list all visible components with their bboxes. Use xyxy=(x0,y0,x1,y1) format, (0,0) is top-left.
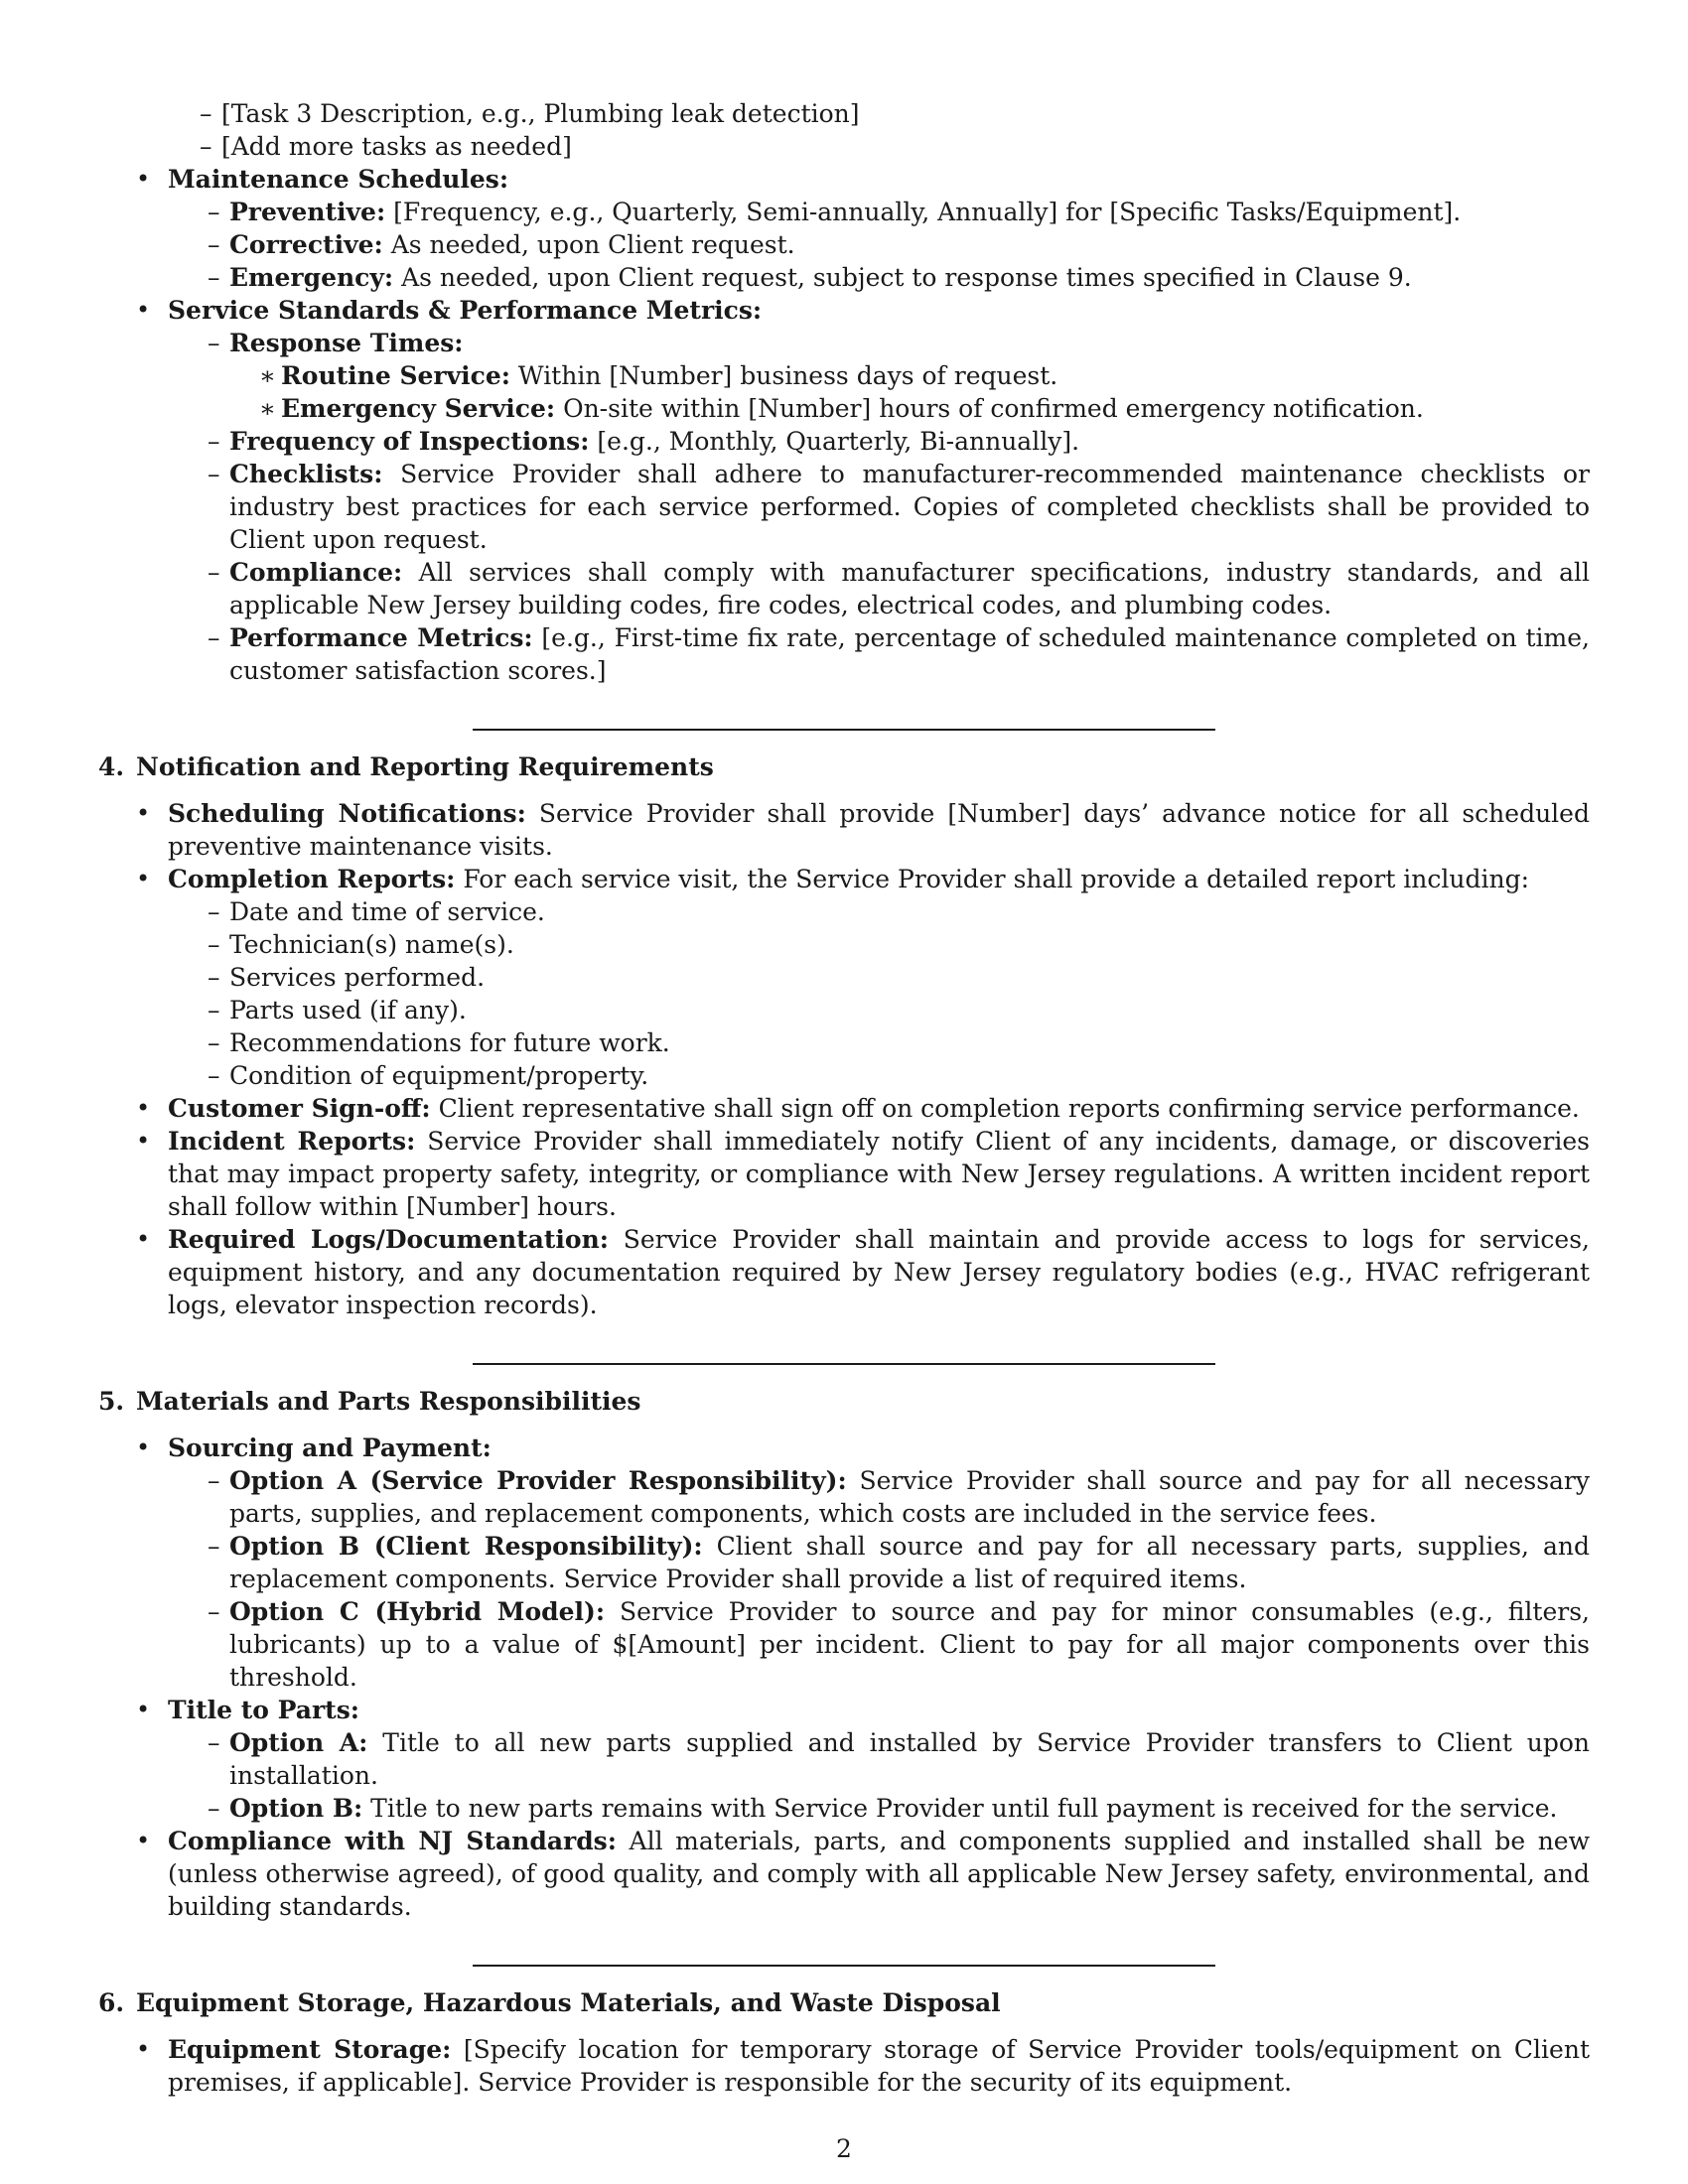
section-6-list xyxy=(98,2033,1590,2099)
item-label: Scheduling Notifications: xyxy=(168,799,526,828)
section-divider xyxy=(473,1965,1215,1967)
title-to-parts-heading: Title to Parts: xyxy=(168,1696,360,1724)
maintenance-list xyxy=(168,196,1590,294)
response-times-list xyxy=(229,359,1590,425)
title-options-list xyxy=(168,1726,1590,1825)
item-label: Checklists: xyxy=(229,460,383,488)
item-text: Client representative shall sign off on completion reports confirming service performance. xyxy=(430,1094,1580,1123)
item-label: Incident Reports: xyxy=(168,1127,416,1156)
item-label: Option B (Client Responsibility): xyxy=(229,1532,703,1561)
item-label: Equipment Storage: xyxy=(168,2035,452,2064)
page-number: 2 xyxy=(836,2134,852,2163)
sourcing-options-list xyxy=(168,1464,1590,1694)
top-bullet-list xyxy=(98,163,1590,687)
section-4-title xyxy=(98,751,1590,783)
standards-list xyxy=(168,327,1590,687)
item-text: Service Provider shall adhere to manufacturer-recommended maintenance checklists or industry best practices for each service performed. Copies of completed checklists shall be provided to Client upon request. xyxy=(229,460,1590,554)
item-label: Emergency: xyxy=(229,263,394,292)
report-field-item: – Technician(s) name(s). xyxy=(168,928,1590,961)
task-item: – [Add more tasks as needed] xyxy=(160,130,1590,163)
service-standards-heading: Service Standards & Performance Metrics: xyxy=(168,296,763,325)
item-text: Service Provider shall maintain and provide access to logs for services, equipment history, and any documentation required by New Jersey regulatory bodies (e.g., HVAC refrigerant logs, elevator inspection records). xyxy=(168,1225,1590,1319)
option-item xyxy=(168,1530,1590,1595)
option-item xyxy=(168,1464,1590,1530)
section-divider xyxy=(473,1363,1215,1365)
item-text: Client shall source and pay for all necessary parts, supplies, and replacement components. Service Provider shall provide a list of required items. xyxy=(229,1532,1590,1593)
response-times-item xyxy=(168,327,1590,425)
service-standards-item xyxy=(98,294,1590,687)
item-label: Performance Metrics: xyxy=(229,623,533,652)
item-label: Required Logs/Documentation: xyxy=(168,1225,609,1254)
nj-compliance-item xyxy=(98,1825,1590,1923)
response-item xyxy=(229,359,1590,392)
item-label: Frequency of Inspections: xyxy=(229,427,590,456)
response-item xyxy=(229,392,1590,425)
report-field-item: – Recommendations for future work. xyxy=(168,1026,1590,1059)
option-item xyxy=(168,1792,1590,1825)
item-text: Within [Number] business days of request. xyxy=(509,361,1058,390)
item-text: [e.g., Monthly, Quarterly, Bi-annually]. xyxy=(589,427,1080,456)
sourcing-payment-item xyxy=(98,1432,1590,1694)
standards-item xyxy=(168,556,1590,621)
task-item: – [Task 3 Description, e.g., Plumbing leak detection] xyxy=(160,97,1590,130)
section-5-title xyxy=(98,1385,1590,1418)
item-text: As needed, upon Client request, subject to response times specified in Clause 9. xyxy=(393,263,1412,292)
item-label: Option A: xyxy=(229,1728,368,1757)
equipment-storage-item xyxy=(98,2033,1590,2099)
section-5-list xyxy=(98,1432,1590,1923)
item-text: Title to all new parts supplied and installed by Service Provider transfers to Client upon installation. xyxy=(229,1728,1590,1790)
standards-item xyxy=(168,458,1590,556)
item-label: Option B: xyxy=(229,1794,363,1823)
section-heading: Materials and Parts Responsibilities xyxy=(136,1387,641,1416)
completion-report-list xyxy=(168,895,1590,1092)
section-divider xyxy=(473,729,1215,731)
item-text: All materials, parts, and components supplied and installed shall be new (unless otherwise agreed), of good quality, and comply with all applicable New Jersey safety, environmental, and building standards. xyxy=(168,1827,1590,1921)
incident-reports-item xyxy=(98,1125,1590,1223)
item-label: Compliance: xyxy=(229,558,403,587)
report-field-item: – Services performed. xyxy=(168,961,1590,994)
title-to-parts-item xyxy=(98,1694,1590,1825)
item-label: Customer Sign-off: xyxy=(168,1094,431,1123)
maintenance-item xyxy=(168,196,1590,228)
maintenance-item xyxy=(168,228,1590,261)
scheduling-notifications-item xyxy=(98,797,1590,863)
report-field-item: – Condition of equipment/property. xyxy=(168,1059,1590,1092)
item-label: Corrective: xyxy=(229,230,383,259)
item-label: Emergency Service: xyxy=(281,394,556,423)
item-text: For each service visit, the Service Provider shall provide a detailed report including: xyxy=(455,865,1530,893)
item-text: Service Provider shall source and pay for all necessary parts, supplies, and replacement components, which costs are included in the service fees. xyxy=(229,1466,1591,1528)
section-heading: Equipment Storage, Hazardous Materials, and Waste Disposal xyxy=(136,1988,1001,2017)
standards-item xyxy=(168,425,1590,458)
item-label: Preventive: xyxy=(229,198,386,226)
item-text: Title to new parts remains with Service Provider until full payment is received for the service. xyxy=(362,1794,1558,1823)
section-number: 4. xyxy=(98,752,125,781)
item-text: [e.g., First-time fix rate, percentage of scheduled maintenance completed on time, customer satisfaction scores.] xyxy=(229,623,1590,685)
item-label: Completion Reports: xyxy=(168,865,456,893)
task-list xyxy=(160,97,1590,163)
item-text: Service Provider shall immediately notify Client of any incidents, damage, or discoveries that may impact property safety, integrity, or compliance with New Jersey regulations. A written incident report shall follow within [Number] hours. xyxy=(168,1127,1590,1221)
required-logs-item xyxy=(98,1223,1590,1321)
report-field-item: – Parts used (if any). xyxy=(168,994,1590,1026)
item-text: [Frequency, e.g., Quarterly, Semi-annually, Annually] for [Specific Tasks/Equipment]. xyxy=(385,198,1462,226)
option-item xyxy=(168,1595,1590,1694)
maintenance-item xyxy=(168,261,1590,294)
item-text: [Specify location for temporary storage of Service Provider tools/equipment on Client premises, if applicable]. Service Provider is responsible for the security of its equipment. xyxy=(168,2035,1590,2097)
item-text: As needed, upon Client request. xyxy=(382,230,795,259)
completion-reports-item xyxy=(98,863,1590,1092)
section-number: 6. xyxy=(98,1988,125,2017)
option-item xyxy=(168,1726,1590,1792)
response-times-heading: Response Times: xyxy=(229,329,464,357)
section-number: 5. xyxy=(98,1387,125,1416)
section-heading: Notification and Reporting Requirements xyxy=(136,752,714,781)
item-label: Option C (Hybrid Model): xyxy=(229,1597,606,1626)
item-text: Service Provider shall provide [Number] days’ advance notice for all scheduled preventive maintenance visits. xyxy=(168,799,1590,861)
item-text: All services shall comply with manufacturer specifications, industry standards, and all applicable New Jersey building codes, fire codes, electrical codes, and plumbing codes. xyxy=(229,558,1590,619)
section-6-title xyxy=(98,1986,1590,2019)
item-text: On-site within [Number] hours of confirmed emergency notification. xyxy=(555,394,1424,423)
item-text: Service Provider to source and pay for minor consumables (e.g., filters, lubricants) up to a value of $[Amount] per incident. Client to pay for all major components over this threshold. xyxy=(229,1597,1590,1692)
customer-signoff-item xyxy=(98,1092,1590,1125)
standards-item xyxy=(168,621,1590,687)
item-label: Routine Service: xyxy=(281,361,510,390)
maintenance-schedules-heading: Maintenance Schedules: xyxy=(168,165,509,194)
sourcing-payment-heading: Sourcing and Payment: xyxy=(168,1433,492,1462)
item-label: Compliance with NJ Standards: xyxy=(168,1827,617,1855)
page-content xyxy=(98,97,1590,2099)
item-label: Option A (Service Provider Responsibility): xyxy=(229,1466,847,1495)
report-field-item: – Date and time of service. xyxy=(168,895,1590,928)
section-4-list xyxy=(98,797,1590,1321)
maintenance-schedules-item xyxy=(98,163,1590,294)
